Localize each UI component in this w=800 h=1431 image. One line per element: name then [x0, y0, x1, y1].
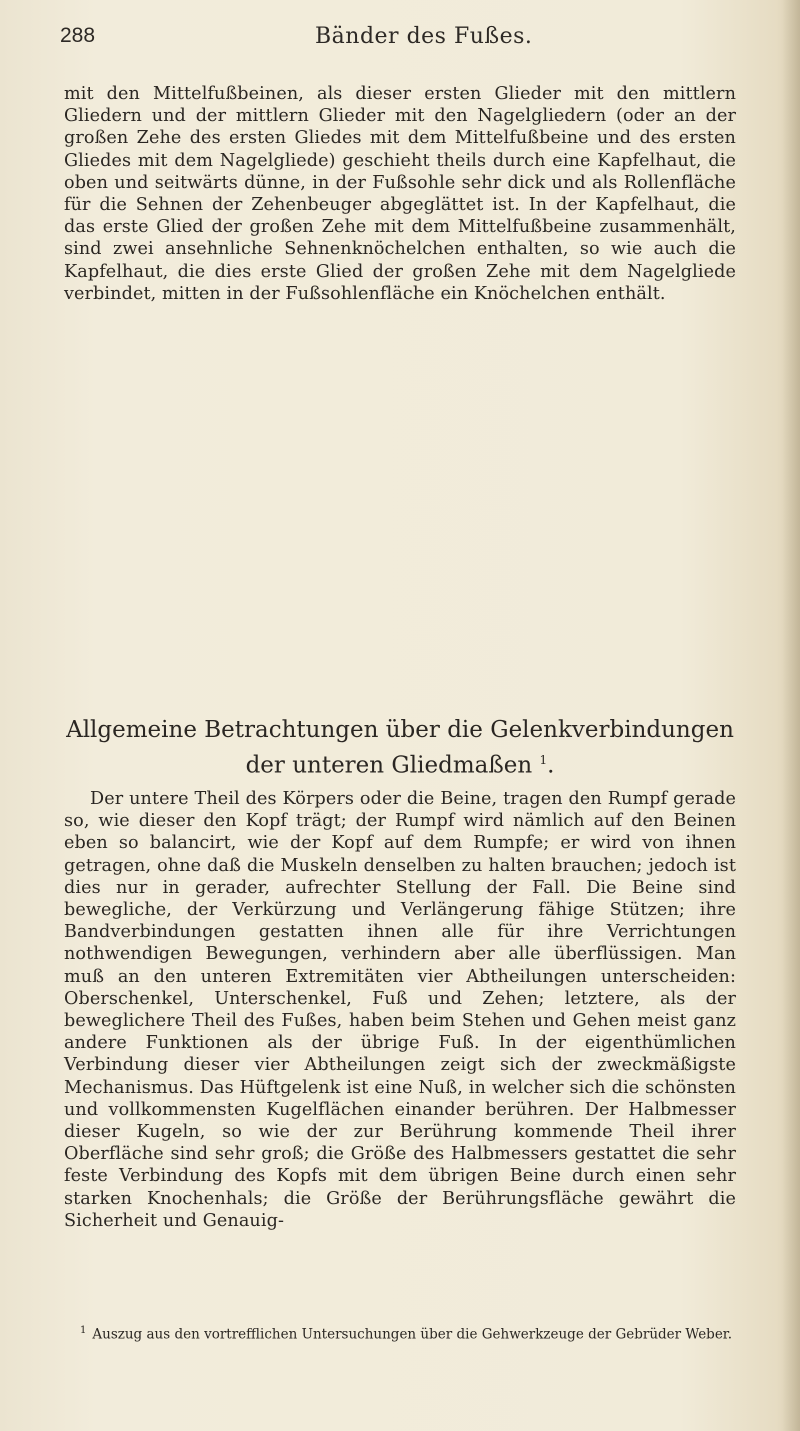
- section-heading: [60, 715, 740, 781]
- footnote-text: Auszug aus den vortrefflichen Untersuchungen über die Gehwerkzeuge der Gebrüder Weber.: [92, 1326, 733, 1343]
- footnote-mark: 1: [80, 1325, 87, 1336]
- heading-line-2: der unteren Gliedmaßen $^1$.: [245, 752, 555, 779]
- page-header: [60, 24, 740, 58]
- page-edge-shadow: [782, 0, 800, 1431]
- running-head: Bänder des Fußes.: [315, 24, 533, 49]
- footnote: [64, 1322, 736, 1344]
- footnote-ref: 1: [539, 753, 548, 767]
- paragraph-2: Der untere Theil des Körpers oder die Beine, tragen den Rumpf gerade so, wie dieser den Kopf trägt; der Rumpf wird nämlich auf den Beinen eben so balancirt, wie der Kopf auf dem Rumpfe; er wird von ihnen getragen, ohne daß die Muskeln denselben zu halten brauchen; jedoch ist dies nur in gerader, aufrechter Stellung der Fall. Die Beine sind bewegliche, der Verkürzung und Verlängerung fähige Stützen; ihre Bandverbindungen gestatten ihnen alle für ihre Verrichtungen nothwendigen Bewegungen, verhindern aber alle überflüssigen. Man muß an den unteren Extremitäten vier Abtheilungen unterscheiden: Oberschenkel, Unterschenkel, Fuß und Zehen; letztere, als der beweglichere Theil des Fußes, haben beim Stehen und Gehen meist ganz andere Funktionen als der übrige Fuß. In der eigenthümlichen Verbindung dieser vier Abtheilungen zeigt sich der zweckmäßigste Mechanismus. Das Hüftgelenk ist eine Nuß, in welcher sich die schönsten und vollkommensten Kugelflächen einander berühren. Der Halbmesser dieser Kugeln, so wie der zur Berührung kommende Theil ihrer Oberfläche sind sehr groß; die Größe des Halbmessers gestattet die sehr feste Verbindung des Kopfs mit dem übrigen Beine durch einen sehr starken Knochenhals; die Größe der Berührungsfläche gewährt die Sicherheit und Genauig-: [64, 789, 736, 1231]
- page-number: 288: [60, 24, 96, 47]
- paragraph-1: mit den Mittelfußbeinen, als dieser ersten Glieder mit den mittlern Gliedern und der mittlern Glieder mit den Nagelgliedern (oder an der großen Zehe des ersten Gliedes mit dem Mittelfußbeine und des ersten Gliedes mit dem Nagelgliede) geschieht theils durch eine Kapfelhaut, die oben und seitwärts dünne, in der Fußsohle sehr dick und als Rollenfläche für die Sehnen der Zehenbeuger abgeglättet ist. In der Kapfelhaut, die das erste Glied der großen Zehe mit dem Mittelfußbeine zusammenhält, sind zwei ansehnliche Sehnenknöchelchen enthalten, so wie auch die Kapfelhaut, die dies erste Glied der großen Zehe mit dem Nagelgliede verbindet, mitten in der Fußsohlenfläche ein Knöchelchen enthält.: [64, 84, 736, 304]
- heading-line-1: Allgemeine Betrachtungen über die Gelenkverbindungen: [66, 717, 734, 743]
